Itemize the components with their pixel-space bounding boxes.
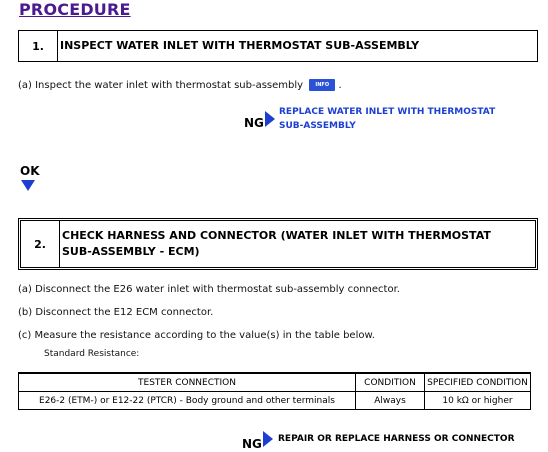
ng-label-2: NG xyxy=(242,437,262,451)
step-2-number: 2. xyxy=(21,221,60,267)
step-1-instruction: (a) Inspect the water inlet with thermostat sub-assembly xyxy=(18,80,304,91)
table-row xyxy=(19,392,531,410)
cell-condition: Always xyxy=(356,392,425,410)
step-2-instruction-c: (c) Measure the resistance according to the value(s) in the table below. xyxy=(18,330,375,341)
step-2-instruction-b: (b) Disconnect the E12 ECM connector. xyxy=(18,307,214,318)
ng-label-1: NG xyxy=(244,116,264,130)
cell-tester-connection: E26-2 (ETM-) or E12-22 (PTCR) - Body ground and other terminals xyxy=(19,392,356,410)
step-2-header xyxy=(18,218,538,270)
ng-arrow-2-icon xyxy=(263,431,273,447)
cell-specified-condition: 10 kΩ or higher xyxy=(425,392,531,410)
ng-arrow-1-icon xyxy=(265,111,275,127)
page-title: PROCEDURE xyxy=(19,0,131,19)
step-1-header xyxy=(18,30,538,62)
standard-resistance-label: Standard Resistance: xyxy=(44,349,140,359)
step-2-instruction-a: (a) Disconnect the E26 water inlet with thermostat sub-assembly connector. xyxy=(18,284,400,295)
header-specified-condition: SPECIFIED CONDITION xyxy=(425,373,531,392)
step-1-number: 1. xyxy=(19,31,58,61)
header-tester-connection: TESTER CONNECTION xyxy=(19,373,356,392)
ok-arrow-down-icon xyxy=(21,180,35,191)
resistance-table xyxy=(18,372,531,410)
ok-label: OK xyxy=(20,164,40,178)
step-2-title: CHECK HARNESS AND CONNECTOR (WATER INLET WITH THERMOSTAT SUB-ASSEMBLY - ECM) xyxy=(62,229,491,258)
header-condition: CONDITION xyxy=(356,373,425,392)
table-header-row xyxy=(19,373,531,392)
step-1-title: INSPECT WATER INLET WITH THERMOSTAT SUB-ASSEMBLY xyxy=(60,39,420,52)
info-button[interactable]: INFO xyxy=(309,79,335,91)
replace-water-inlet-link[interactable]: REPLACE WATER INLET WITH THERMOSTAT SUB-ASSEMBLY xyxy=(279,107,496,131)
step-1-trailing: . xyxy=(338,80,342,91)
step-1-instruction-line xyxy=(18,79,342,91)
repair-harness-text: REPAIR OR REPLACE HARNESS OR CONNECTOR xyxy=(278,434,515,444)
